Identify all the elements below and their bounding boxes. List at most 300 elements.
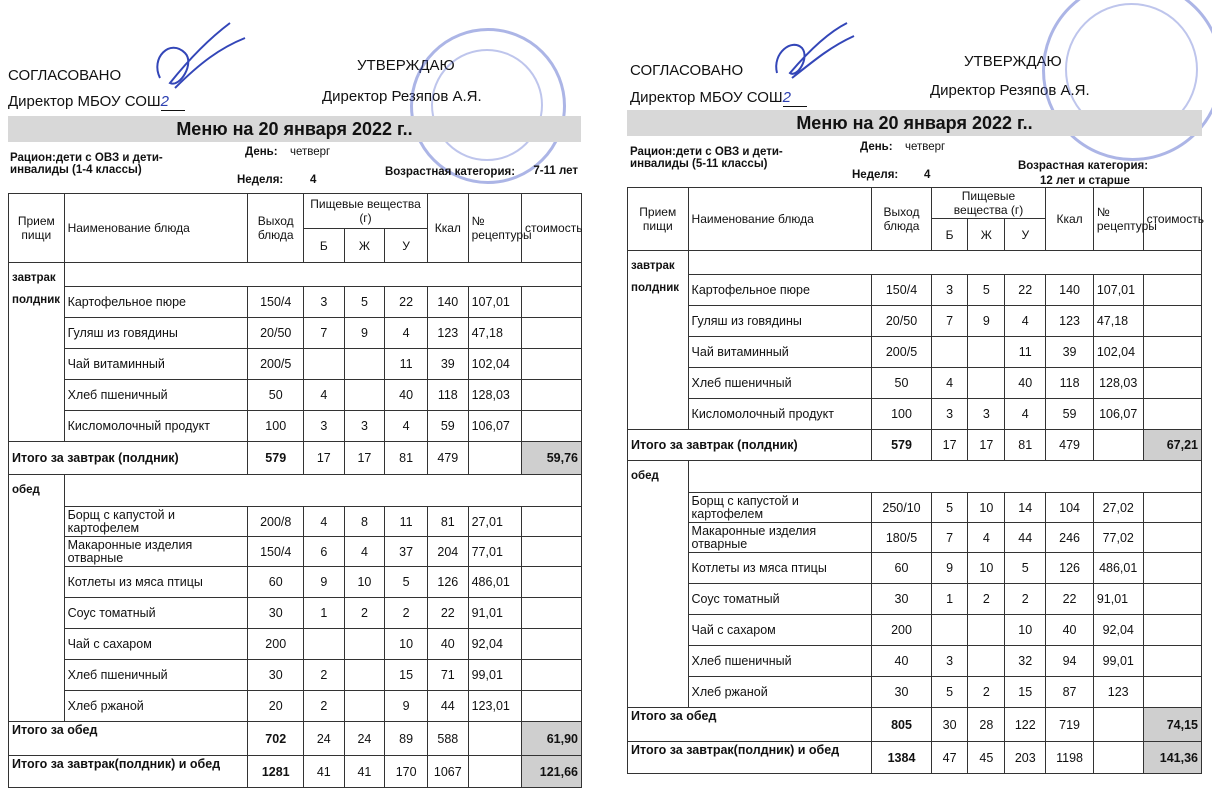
signature-left — [140, 18, 260, 108]
dish-b — [304, 629, 345, 660]
total-cost: 59,76 — [522, 442, 582, 475]
col-u: У — [1005, 219, 1046, 251]
dish-u: 14 — [1005, 493, 1046, 523]
table-row — [628, 646, 1202, 677]
dish-u: 5 — [385, 567, 428, 598]
dish-cost — [522, 411, 582, 442]
dish-kcal: 71 — [428, 660, 469, 691]
dish-kcal: 59 — [428, 411, 469, 442]
dish-name: Борщ с капустой и картофелем — [688, 493, 872, 523]
dish-recipe: 123,01 — [468, 691, 521, 722]
dish-u: 11 — [385, 349, 428, 380]
dish-name: Кисломолочный продукт — [688, 399, 872, 430]
dish-u: 32 — [1005, 646, 1046, 677]
table-row — [628, 399, 1202, 430]
table-row — [9, 537, 582, 567]
dish-zh — [344, 380, 385, 411]
total-kcal: 479 — [428, 442, 469, 475]
dish-kcal: 140 — [428, 287, 469, 318]
dish-output: 60 — [872, 553, 931, 584]
dish-kcal: 123 — [428, 318, 469, 349]
dish-recipe: 106,07 — [1093, 399, 1143, 430]
breakfast-label: завтрак — [631, 260, 675, 272]
dish-name: Гуляш из говядины — [688, 306, 872, 337]
director-right: Директор Резяпов А.Я. — [322, 88, 482, 105]
dish-recipe: 128,03 — [468, 380, 521, 411]
dish-recipe: 486,01 — [1093, 553, 1143, 584]
dish-u: 2 — [385, 598, 428, 629]
dish-name: Чай с сахаром — [64, 629, 248, 660]
dish-kcal: 126 — [1046, 553, 1094, 584]
dish-u: 11 — [385, 507, 428, 537]
total-cost: 67,21 — [1143, 430, 1201, 461]
dish-recipe: 106,07 — [468, 411, 521, 442]
dish-name: Хлеб пшеничный — [64, 660, 248, 691]
dish-output: 50 — [872, 368, 931, 399]
dish-output: 100 — [248, 411, 304, 442]
dish-kcal: 39 — [1046, 337, 1094, 368]
official-stamp — [410, 28, 566, 184]
dish-u: 22 — [385, 287, 428, 318]
total-label: Итого за завтрак(полдник) и обед — [628, 742, 872, 774]
dish-cost — [522, 380, 582, 411]
dish-output: 200/5 — [248, 349, 304, 380]
dish-u: 40 — [385, 380, 428, 411]
dish-zh — [344, 629, 385, 660]
dish-output: 200/8 — [248, 507, 304, 537]
dish-zh — [344, 349, 385, 380]
dish-kcal: 126 — [428, 567, 469, 598]
dish-cost — [522, 598, 582, 629]
lunch-label: обед — [631, 470, 659, 482]
dish-zh: 4 — [344, 537, 385, 567]
age-value: 12 лет и старше — [1040, 175, 1130, 187]
dish-b: 3 — [304, 287, 345, 318]
total-recipe — [1093, 708, 1143, 742]
age-value: 7-11 лет — [533, 165, 578, 177]
dish-name: Картофельное пюре — [688, 275, 872, 306]
total-label: Итого за обед — [9, 722, 248, 756]
dish-cost — [1143, 337, 1201, 368]
table-row — [628, 677, 1202, 708]
col-cost: стоимость — [522, 194, 582, 263]
dish-cost — [1143, 523, 1201, 553]
dish-output: 100 — [872, 399, 931, 430]
dish-u: 40 — [1005, 368, 1046, 399]
week-label: Неделя: — [237, 174, 284, 186]
total-zh: 24 — [344, 722, 385, 756]
dish-kcal: 59 — [1046, 399, 1094, 430]
menu-table — [8, 193, 582, 788]
dish-b: 3 — [304, 411, 345, 442]
dish-cost — [522, 507, 582, 537]
dish-zh: 2 — [968, 677, 1005, 708]
table-row — [9, 380, 582, 411]
dish-cost — [522, 537, 582, 567]
dish-cost — [1143, 493, 1201, 523]
page-title: Меню на 20 января 2022 г.. — [627, 110, 1202, 136]
table-row — [9, 349, 582, 380]
dish-name: Чай витаминный — [64, 349, 248, 380]
grand-total-row — [9, 756, 582, 788]
dish-recipe: 102,04 — [468, 349, 521, 380]
dish-u: 2 — [1005, 584, 1046, 615]
dish-recipe: 92,04 — [1093, 615, 1143, 646]
col-kcal: Ккал — [428, 194, 469, 263]
dish-name: Хлеб ржаной — [64, 691, 248, 722]
dish-u: 5 — [1005, 553, 1046, 584]
total-u: 122 — [1005, 708, 1046, 742]
total-u: 170 — [385, 756, 428, 788]
section-spacer — [688, 461, 1201, 493]
dish-cost — [1143, 399, 1201, 430]
dish-name: Котлеты из мяса птицы — [688, 553, 872, 584]
total-kcal: 1067 — [428, 756, 469, 788]
dish-output: 250/10 — [872, 493, 931, 523]
col-zh: Ж — [344, 229, 385, 263]
table-row — [628, 553, 1202, 584]
total-output: 579 — [248, 442, 304, 475]
approve-label: УТВЕРЖДАЮ — [357, 57, 455, 74]
dish-b: 2 — [304, 691, 345, 722]
total-output: 1384 — [872, 742, 931, 774]
dish-name: Макаронные изделия отварные — [688, 523, 872, 553]
total-u: 203 — [1005, 742, 1046, 774]
dish-b: 2 — [304, 660, 345, 691]
dish-u: 37 — [385, 537, 428, 567]
dish-output: 200 — [248, 629, 304, 660]
total-b: 24 — [304, 722, 345, 756]
dish-b: 4 — [304, 380, 345, 411]
dish-name: Хлеб ржаной — [688, 677, 872, 708]
dish-name: Картофельное пюре — [64, 287, 248, 318]
total-output: 702 — [248, 722, 304, 756]
dish-b: 1 — [304, 598, 345, 629]
total-recipe — [468, 722, 521, 756]
dish-kcal: 94 — [1046, 646, 1094, 677]
col-dish: Наименование блюда — [688, 188, 872, 251]
lunch-total-row — [9, 722, 582, 756]
meal-breakfast — [628, 251, 689, 430]
dish-b — [931, 337, 968, 368]
dish-recipe: 77,02 — [1093, 523, 1143, 553]
total-u: 81 — [385, 442, 428, 475]
ration-text: Рацион:дети с ОВЗ и дети-инвалиды (1-4 классы) — [10, 152, 163, 176]
dish-output: 150/4 — [248, 537, 304, 567]
dish-zh: 9 — [968, 306, 1005, 337]
dish-recipe: 91,01 — [468, 598, 521, 629]
dish-kcal: 123 — [1046, 306, 1094, 337]
dish-u: 4 — [1005, 399, 1046, 430]
snack-label: полдник — [12, 294, 61, 306]
dish-zh: 3 — [344, 411, 385, 442]
school-number: 2 — [783, 89, 807, 107]
total-b: 17 — [931, 430, 968, 461]
dish-b: 7 — [304, 318, 345, 349]
dish-b: 4 — [931, 368, 968, 399]
dish-zh: 2 — [968, 584, 1005, 615]
dish-zh — [968, 337, 1005, 368]
dish-output: 200 — [872, 615, 931, 646]
total-kcal: 1198 — [1046, 742, 1094, 774]
dish-recipe: 107,01 — [1093, 275, 1143, 306]
table-row — [628, 615, 1202, 646]
total-zh: 28 — [968, 708, 1005, 742]
col-meal: Прием пищи — [628, 188, 689, 251]
day-value: четверг — [905, 141, 946, 153]
dish-output: 20 — [248, 691, 304, 722]
dish-b: 4 — [304, 507, 345, 537]
age-label: Возрастная категория: — [385, 166, 516, 178]
table-row — [628, 368, 1202, 399]
dish-zh: 8 — [344, 507, 385, 537]
total-u: 81 — [1005, 430, 1046, 461]
table-row — [9, 287, 582, 318]
dish-recipe: 92,04 — [468, 629, 521, 660]
dish-b: 1 — [931, 584, 968, 615]
dish-u: 11 — [1005, 337, 1046, 368]
total-label: Итого за завтрак (полдник) — [9, 442, 248, 475]
dish-cost — [1143, 584, 1201, 615]
dish-recipe: 47,18 — [468, 318, 521, 349]
dish-u: 4 — [385, 318, 428, 349]
dish-kcal: 40 — [428, 629, 469, 660]
total-recipe — [1093, 430, 1143, 461]
total-label: Итого за завтрак(полдник) и обед — [9, 756, 248, 788]
dish-zh: 5 — [344, 287, 385, 318]
dish-name: Соус томатный — [688, 584, 872, 615]
signature-left — [762, 18, 862, 88]
dish-name: Соус томатный — [64, 598, 248, 629]
dish-u: 4 — [1005, 306, 1046, 337]
col-b: Б — [304, 229, 345, 263]
dish-cost — [1143, 275, 1201, 306]
total-zh: 17 — [344, 442, 385, 475]
dish-name: Чай витаминный — [688, 337, 872, 368]
dish-name: Борщ с капустой и картофелем — [64, 507, 248, 537]
dish-zh: 3 — [968, 399, 1005, 430]
dish-cost — [1143, 615, 1201, 646]
grand-total-row — [628, 742, 1202, 774]
dish-kcal: 87 — [1046, 677, 1094, 708]
total-zh: 45 — [968, 742, 1005, 774]
col-dish: Наименование блюда — [64, 194, 248, 263]
total-recipe — [1093, 742, 1143, 774]
dish-b — [931, 615, 968, 646]
dish-cost — [522, 629, 582, 660]
dish-recipe: 486,01 — [468, 567, 521, 598]
total-recipe — [468, 756, 521, 788]
table-row — [9, 567, 582, 598]
dish-zh — [344, 691, 385, 722]
table-row — [628, 275, 1202, 306]
dish-recipe: 99,01 — [468, 660, 521, 691]
dish-b: 6 — [304, 537, 345, 567]
dish-output: 30 — [872, 677, 931, 708]
day-label: День: — [860, 141, 893, 153]
dish-u: 10 — [1005, 615, 1046, 646]
total-cost: 61,90 — [522, 722, 582, 756]
dish-kcal: 118 — [428, 380, 469, 411]
total-output: 1281 — [248, 756, 304, 788]
total-label: Итого за завтрак (полдник) — [628, 430, 872, 461]
director-left-text: Директор МБОУ СОШ — [8, 93, 161, 110]
col-zh: Ж — [968, 219, 1005, 251]
col-kcal: Ккал — [1046, 188, 1094, 251]
col-output: Выход блюда — [872, 188, 931, 251]
dish-name: Хлеб пшеничный — [688, 646, 872, 677]
dish-recipe: 107,01 — [468, 287, 521, 318]
age-label: Возрастная категория: — [1018, 160, 1149, 172]
dish-recipe: 123 — [1093, 677, 1143, 708]
dish-output: 20/50 — [872, 306, 931, 337]
dish-kcal: 204 — [428, 537, 469, 567]
total-b: 47 — [931, 742, 968, 774]
dish-recipe: 27,02 — [1093, 493, 1143, 523]
approve-label: УТВЕРЖДАЮ — [964, 53, 1062, 70]
dish-b: 3 — [931, 275, 968, 306]
col-nutrients: Пищевые вещества (г) — [304, 194, 428, 229]
section-spacer — [64, 475, 581, 507]
breakfast-total-row — [628, 430, 1202, 461]
dish-recipe: 102,04 — [1093, 337, 1143, 368]
day-value: четверг — [290, 146, 331, 158]
table-row — [9, 691, 582, 722]
total-cost: 141,36 — [1143, 742, 1201, 774]
total-b: 41 — [304, 756, 345, 788]
dish-name: Макаронные изделия отварные — [64, 537, 248, 567]
dish-name: Хлеб пшеничный — [64, 380, 248, 411]
col-recipe: № рецептуры — [1093, 188, 1143, 251]
breakfast-label: завтрак — [12, 272, 56, 284]
dish-zh: 2 — [344, 598, 385, 629]
dish-zh: 10 — [968, 553, 1005, 584]
dish-recipe: 128,03 — [1093, 368, 1143, 399]
dish-cost — [1143, 646, 1201, 677]
dish-output: 60 — [248, 567, 304, 598]
table-row — [9, 660, 582, 691]
total-zh: 17 — [968, 430, 1005, 461]
total-b: 17 — [304, 442, 345, 475]
dish-name: Кисломолочный продукт — [64, 411, 248, 442]
dish-output: 20/50 — [248, 318, 304, 349]
section-spacer — [688, 251, 1201, 275]
dish-u: 15 — [1005, 677, 1046, 708]
dish-output: 180/5 — [872, 523, 931, 553]
director-left-text: Директор МБОУ СОШ — [630, 89, 783, 106]
dish-kcal: 40 — [1046, 615, 1094, 646]
table-row — [628, 306, 1202, 337]
table-row — [628, 493, 1202, 523]
table-row — [9, 598, 582, 629]
dish-cost — [1143, 306, 1201, 337]
section-spacer — [64, 263, 581, 287]
dish-kcal: 44 — [428, 691, 469, 722]
total-kcal: 719 — [1046, 708, 1094, 742]
dish-zh: 10 — [344, 567, 385, 598]
dish-output: 200/5 — [872, 337, 931, 368]
total-u: 89 — [385, 722, 428, 756]
dish-u: 4 — [385, 411, 428, 442]
dish-output: 150/4 — [872, 275, 931, 306]
total-recipe — [468, 442, 521, 475]
week-label: Неделя: — [852, 169, 899, 181]
dish-kcal: 104 — [1046, 493, 1094, 523]
table-row — [9, 629, 582, 660]
total-output: 579 — [872, 430, 931, 461]
dish-b: 3 — [931, 646, 968, 677]
col-meal: Прием пищи — [9, 194, 65, 263]
table-row — [9, 507, 582, 537]
dish-cost — [522, 349, 582, 380]
dish-cost — [522, 660, 582, 691]
dish-zh: 10 — [968, 493, 1005, 523]
director-left — [630, 89, 807, 107]
total-cost: 74,15 — [1143, 708, 1201, 742]
week-value: 4 — [310, 174, 317, 186]
ration-text: Рацион:дети с ОВЗ и дети-инвалиды (5-11 классы) — [630, 146, 783, 170]
lunch-label: обед — [12, 484, 40, 496]
dish-output: 30 — [248, 660, 304, 691]
page-title: Меню на 20 января 2022 г.. — [8, 116, 581, 142]
col-u: У — [385, 229, 428, 263]
dish-zh — [344, 660, 385, 691]
breakfast-total-row — [9, 442, 582, 475]
dish-name: Хлеб пшеничный — [688, 368, 872, 399]
dish-kcal: 118 — [1046, 368, 1094, 399]
meal-lunch — [628, 461, 689, 708]
dish-kcal: 22 — [428, 598, 469, 629]
dish-recipe: 27,01 — [468, 507, 521, 537]
table-row — [628, 584, 1202, 615]
approved-label: СОГЛАСОВАНО — [630, 62, 744, 79]
dish-cost — [1143, 368, 1201, 399]
col-b: Б — [931, 219, 968, 251]
dish-b: 9 — [931, 553, 968, 584]
dish-name: Чай с сахаром — [688, 615, 872, 646]
dish-b: 9 — [304, 567, 345, 598]
dish-kcal: 140 — [1046, 275, 1094, 306]
dish-cost — [1143, 553, 1201, 584]
total-kcal: 479 — [1046, 430, 1094, 461]
menu-table — [627, 187, 1202, 774]
dish-u: 15 — [385, 660, 428, 691]
dish-output: 30 — [248, 598, 304, 629]
total-b: 30 — [931, 708, 968, 742]
col-recipe: № рецептуры — [468, 194, 521, 263]
official-stamp — [1042, 0, 1212, 161]
dish-cost — [522, 318, 582, 349]
dish-b: 3 — [931, 399, 968, 430]
dish-output: 150/4 — [248, 287, 304, 318]
dish-kcal: 81 — [428, 507, 469, 537]
day-label: День: — [245, 146, 278, 158]
table-row — [628, 337, 1202, 368]
total-zh: 41 — [344, 756, 385, 788]
dish-output: 30 — [872, 584, 931, 615]
dish-recipe: 91,01 — [1093, 584, 1143, 615]
dish-b — [304, 349, 345, 380]
dish-name: Гуляш из говядины — [64, 318, 248, 349]
total-label: Итого за обед — [628, 708, 872, 742]
week-value: 4 — [924, 169, 931, 181]
dish-kcal: 22 — [1046, 584, 1094, 615]
director-right: Директор Резяпов А.Я. — [930, 82, 1090, 99]
approved-label: СОГЛАСОВАНО — [8, 67, 122, 84]
dish-u: 9 — [385, 691, 428, 722]
dish-b: 5 — [931, 677, 968, 708]
dish-recipe: 47,18 — [1093, 306, 1143, 337]
